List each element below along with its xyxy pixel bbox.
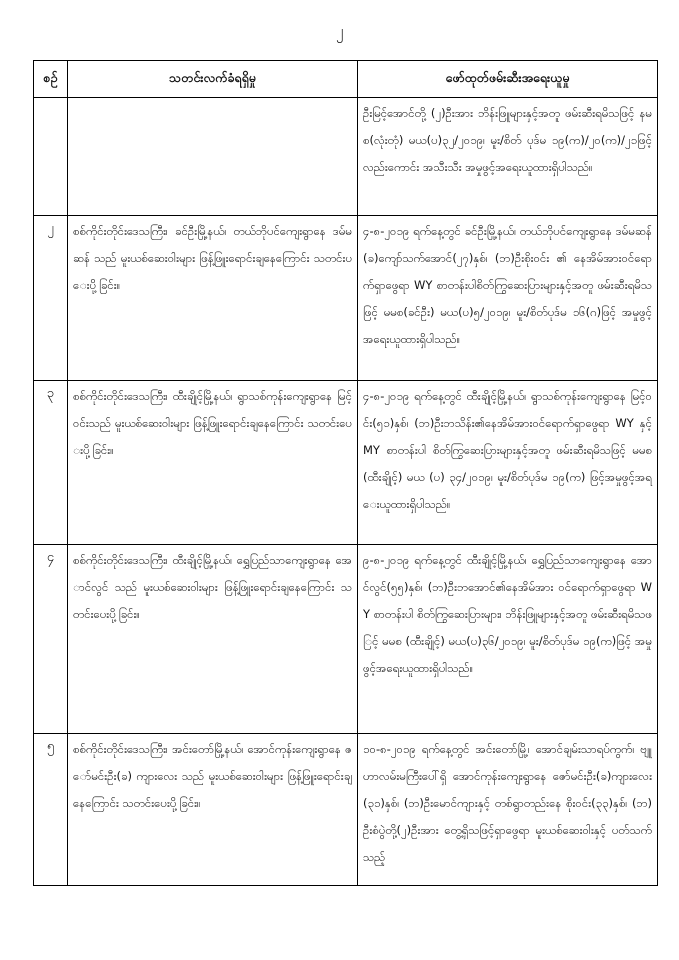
row-report: စစ်ကိုင်းတိုင်းဒေသကြီး၊ အင်းတော်မြို့နယ်၊ အောင်ကုန်းကျေးရွာနေ ဇော်မင်းဦး(ခ) ကျားလေး သည် မူးယစ်ဆေးဝါးများ ဖြန့်ဖြူးရောင်းချနေကြောင်း သတင်းပေးပို့ခြင်း။ [68,734,358,886]
row-report: စစ်ကိုင်းတိုင်းဒေသကြီး၊ ထီးချိုင့်မြို့နယ်၊ ရွှေပြည်သာကျေးရွာနေ အောင်လွင် သည် မူးယစ်ဆေးဝါးများ ဖြန့်ဖြူးရောင်းချနေကြောင်း သတင်းပေးပို့ခြင်း။ [68,545,358,734]
case-report-table [33,60,658,886]
table-row [34,216,658,381]
row-serial-number: ၅ [34,734,68,886]
table-header-row [34,61,658,98]
row-action: ၄-၈-၂၀၁၉ ရက်နေ့တွင် ထီးချိုင့်မြို့နယ်၊ ရွာသစ်ကုန်းကျေးရွာနေ မြင့်ဝင်း(၅၁)နှစ်၊ (ဘ)ဦးဘသိန်း၏နေအိမ်အားဝင်ရောက်ရှာဖွေရာ WY နှင့် MY စာတန်းပါ စိတ်ကြွဆေးပြားများနှင့်အတူ ဖမ်းဆီးရမိသဖြင့် မမစ(ထီးချိုင့်) မယ (ပ) ၃၄/၂၀၁၉၊ မူး/စိတ်ပုဒ်မ ၁၉(က) ဖြင့်အမှုဖွင့်အရေးယူထားရှိပါသည်။ [358,381,658,545]
header-action-taken: ဖော်ထုတ်ဖမ်းဆီးအရေးယူမှု [358,61,658,98]
row-serial-number: ၃ [34,381,68,545]
row-action: ဦးမြင့်အောင်တို့ (၂)ဦးအား ဘိန်းဖြူများနှင့်အတူ ဖမ်းဆီးရမိသဖြင့် နမစ(လုံးတုံ) မယ(ပ)၃၂/၂၀၁၉၊ မူး/စိတ် ပုဒ်မ ၁၉(က)/၂၀(က)/၂၁ဖြင့်လည်းကောင်း အသီးသီး အမှုဖွင့်အရေးယူထားရှိပါသည်။ [358,98,658,216]
row-action: ၉-၈-၂၀၁၉ ရက်နေ့တွင် ထီးချိုင့်မြို့နယ်၊ ရွှေပြည်သာကျေးရွာနေ အောင်လွင်(၅၅)နှစ်၊ (ဘ)ဦးဘအောင်၏နေအိမ်အား ဝင်ရောက်ရှာဖွေရာ WY စာတန်းပါ စိတ်ကြွဆေးပြားများ၊ ဘိန်းဖြူများနှင့်အတူ ဖမ်းဆီးရမိသဖြင့် မမစ (ထီးချိုင့်) မယ(ပ)၃၆/၂၀၁၉၊ မူး/စိတ်ပုဒ်မ ၁၉(က)ဖြင့် အမှုဖွင့်အရေးယူထားရှိပါသည်။ [358,545,658,734]
page-number: ၂ [335,22,344,40]
row-report: စစ်ကိုင်းတိုင်းဒေသကြီး၊ ထီးချိုင့်မြို့နယ်၊ ရွာသစ်ကုန်းကျေးရွာနေ မြင့်ဝင်းသည် မူးယစ်ဆေးဝါးများ ဖြန့်ဖြူးရောင်းချနေကြောင်း သတင်းပေးပို့ခြင်း။ [68,381,358,545]
row-action: ၄-၈-၂၀၁၉ ရက်နေ့တွင် ခင်ဦးမြို့နယ်၊ တယ်ဘိုပင်ကျေးရွာနေ ဒမ်မဆန်(ခ)ကျော်သက်အောင်(၂၇)နှစ်၊ (ဘ)ဦးစိုးဝင်း ၏ နေအိမ်အားဝင်ရောက်ရှာဖွေရာ WY စာတန်းပါစိတ်ကြွဆေးပြားများနှင့်အတူ ဖမ်းဆီးရမိသဖြင့် မမစ(ခင်ဦး) မယ(ပ)၅/၂၀၁၉၊ မူး/စိတ်ပုဒ်မ ၁၆(ဂ)ဖြင့် အမှုဖွင့် အရေးယူထားရှိပါသည်။ [358,216,658,381]
table-row [34,734,658,886]
row-serial-number: ၄ [34,545,68,734]
row-report: စစ်ကိုင်းတိုင်းဒေသကြီး၊ ခင်ဦးမြို့နယ်၊ တယ်ဘိုပင်ကျေးရွာနေ ဒမ်မဆန် သည် မူးယစ်ဆေးဝါးများ ဖြန့်ဖြူးရောင်းချနေကြောင်း သတင်းပေးပို့ခြင်း။ [68,216,358,381]
table-row [34,545,658,734]
row-report [68,98,358,216]
row-serial-number [34,98,68,216]
table-row [34,381,658,545]
table-row [34,98,658,216]
header-information-received: သတင်းလက်ခံရရှိမှု [68,61,358,98]
row-action: ၁၀-၈-၂၀၁၉ ရက်နေ့တွင် အင်းတော်မြို့၊ အောင်ချမ်းသာရပ်ကွက်၊ ဗျူဟာလမ်းမကြီးပေါ်ရှိ အောင်ကုန်းကျေးရွာနေ ဇော်မင်းဦး(ခ)ကျားလေး(၃၁)နှစ်၊ (ဘ)ဦးမောင်ကျားနှင့် တစ်ရွာတည်းနေ စိုးဝင်း(၃၃)နှစ်၊ (ဘ)ဦးစံပွဲတို့(၂)ဦးအား တွေ့ရှိသဖြင့်ရှာဖွေရာ မူးယစ်ဆေးဝါးနှင့် ပတ်သက်သည့် [358,734,658,886]
header-serial-number: စဉ် [34,61,68,98]
row-serial-number: ၂ [34,216,68,381]
